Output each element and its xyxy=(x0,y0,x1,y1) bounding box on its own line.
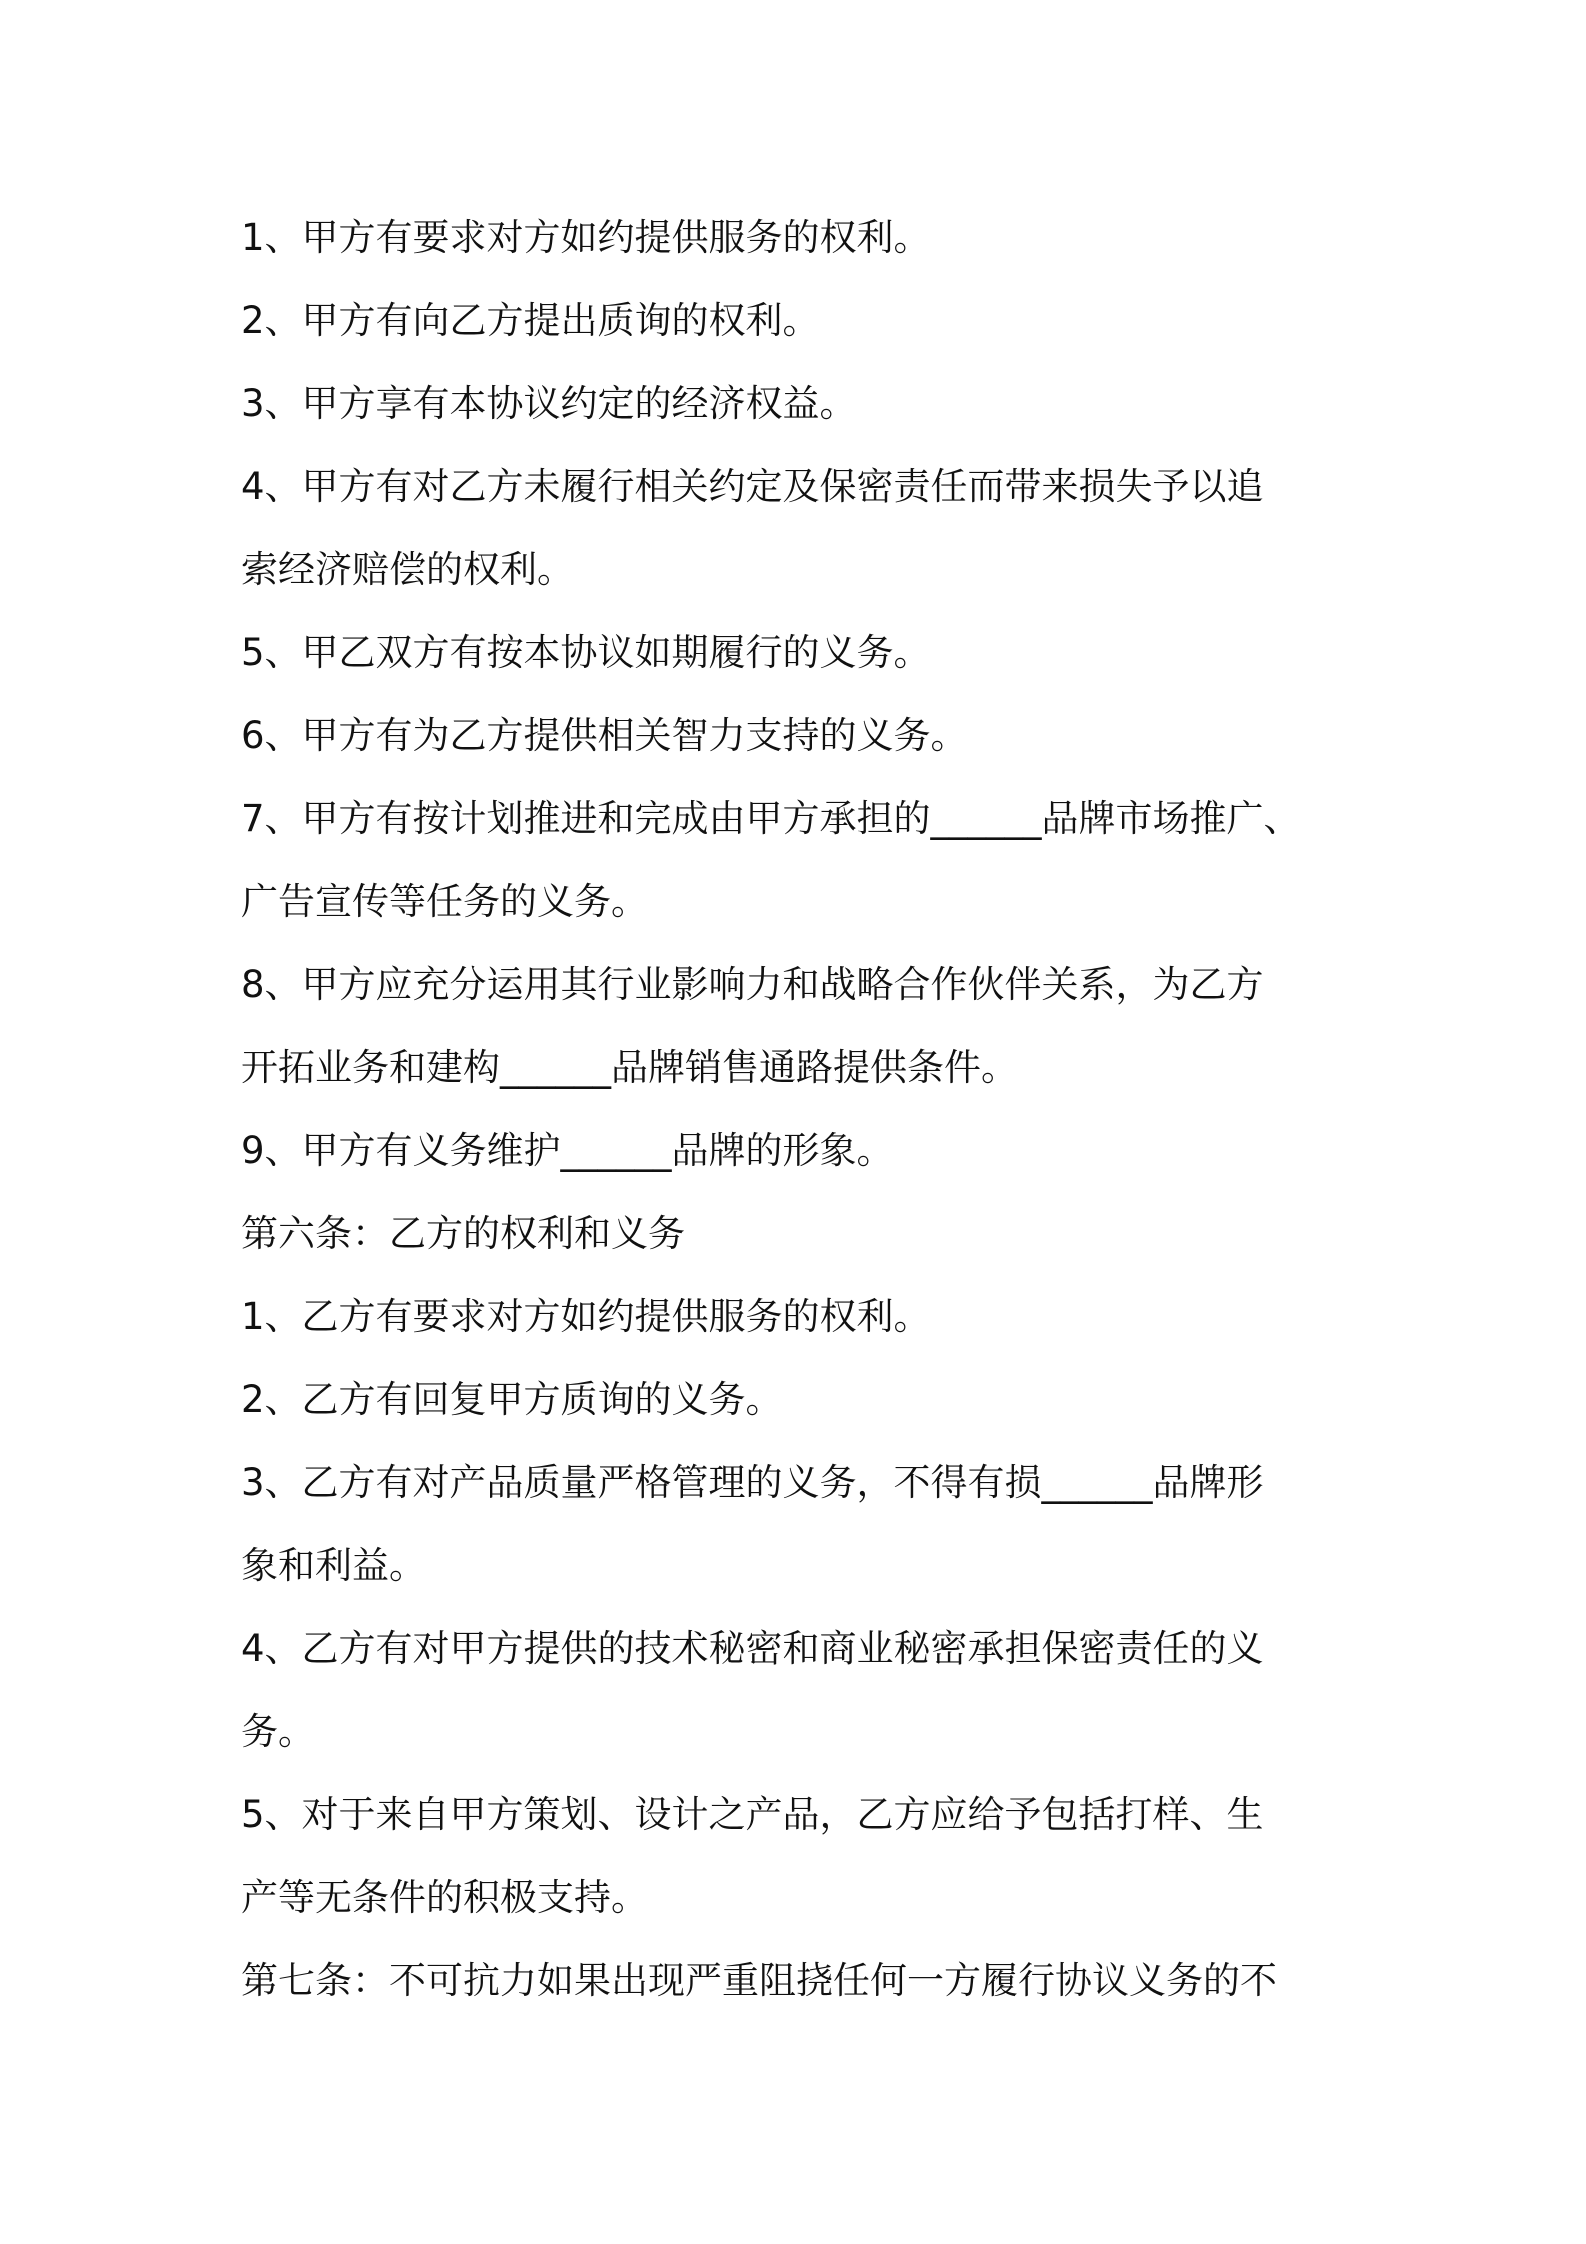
text-line: 象和利益。 xyxy=(241,1544,426,1587)
text-line: 4、乙方有对甲方提供的技术秘密和商业秘密承担保密责任的义 xyxy=(241,1627,1264,1670)
text-line: 3、甲方享有本协议约定的经济权益。 xyxy=(241,382,857,425)
text-line: 索经济赔偿的权利。 xyxy=(241,548,574,591)
text-line: 广告宣传等任务的义务。 xyxy=(241,880,648,923)
text-line: 6、甲方有为乙方提供相关智力支持的义务。 xyxy=(241,714,968,757)
text-line: 1、甲方有要求对方如约提供服务的权利。 xyxy=(241,216,931,259)
text-line: 7、甲方有按计划推进和完成由甲方承担的______品牌市场推广、 xyxy=(241,797,1301,840)
text-line: 开拓业务和建构______品牌销售通路提供条件。 xyxy=(241,1046,1018,1089)
text-line: 3、乙方有对产品质量严格管理的义务，不得有损______品牌形 xyxy=(241,1461,1264,1504)
text-line: 1、乙方有要求对方如约提供服务的权利。 xyxy=(241,1295,931,1338)
section-heading: 第七条：不可抗力如果出现严重阻挠任何一方履行协议义务的不 xyxy=(241,1959,1277,2002)
text-line: 2、甲方有向乙方提出质询的权利。 xyxy=(241,299,820,342)
text-line: 4、甲方有对乙方未履行相关约定及保密责任而带来损失予以追 xyxy=(241,465,1264,508)
text-line: 9、甲方有义务维护______品牌的形象。 xyxy=(241,1129,894,1172)
text-line: 2、乙方有回复甲方质询的义务。 xyxy=(241,1378,783,1421)
document-body xyxy=(241,196,1361,2022)
text-line: 5、甲乙双方有按本协议如期履行的义务。 xyxy=(241,631,931,674)
text-line: 5、对于来自甲方策划、设计之产品，乙方应给予包括打样、生 xyxy=(241,1793,1264,1836)
text-line: 务。 xyxy=(241,1710,315,1753)
text-line: 8、甲方应充分运用其行业影响力和战略合作伙伴关系，为乙方 xyxy=(241,963,1264,1006)
section-heading: 第六条：乙方的权利和义务 xyxy=(241,1212,685,1255)
text-line: 产等无条件的积极支持。 xyxy=(241,1876,648,1919)
